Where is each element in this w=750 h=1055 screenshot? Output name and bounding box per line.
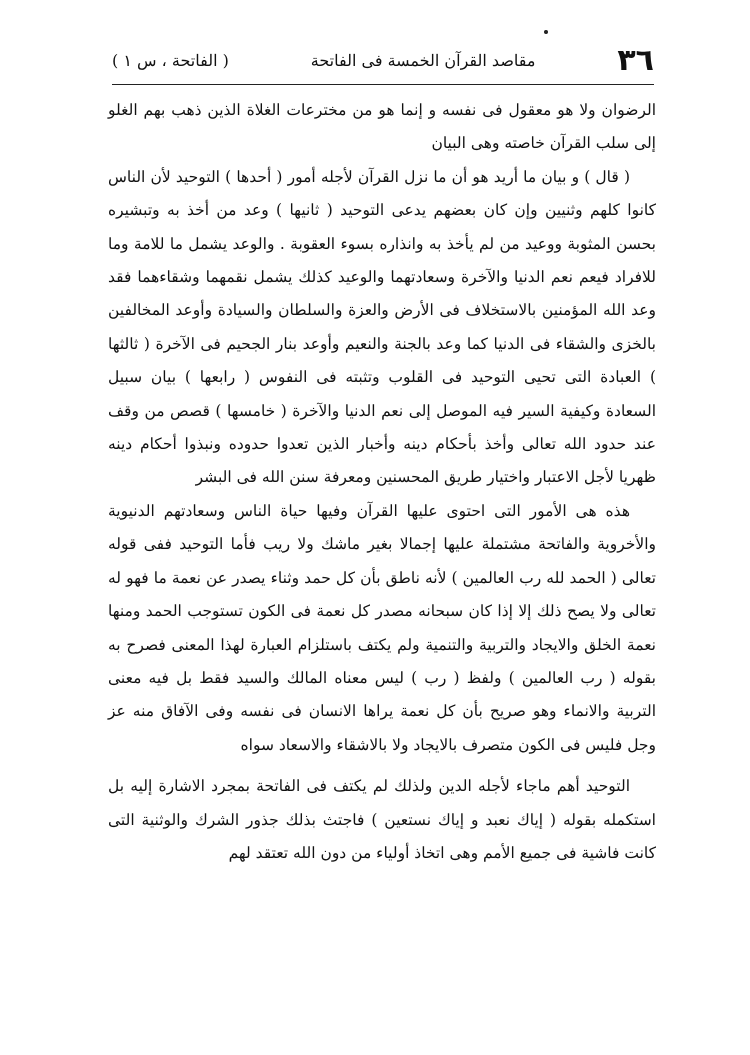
header-rule [112, 84, 654, 85]
page-number: ٣٦ [617, 42, 654, 78]
paragraph-continuation: الرضوان ولا هو معقول فى نفسه و إنما هو من مخترعات الغلاة الذين ذهب بهم الغلو إلى سلب القرآن خاصته وهى البيان [108, 101, 656, 153]
running-title: مقاصد القرآن الخمسة فى الفاتحة [310, 50, 536, 70]
ink-speck [544, 30, 548, 34]
page-body [108, 94, 656, 870]
paragraph-tawhid: التوحيد أهم ماجاء لأجله الدين ولذلك لم يكتف فى الفاتحة بمجرد الاشارة إليه بل استكمله بقوله ( إياك نعبد و إياك نستعين ) فاجتث بذلك جذور الشرك والوثنية التى كانت فاشية فى جميع الأمم وهى اتخاذ أولياء من دون الله تعتقد لهم [108, 777, 656, 862]
page-header [112, 40, 654, 80]
paragraph-purposes: ( قال ) و بيان ما أريد هو أن ما نزل القرآن لأجله أمور ( أحدها ) التوحيد لأن الناس كانوا كلهم وثنيين وإن كان بعضهم يدعى التوحيد ( ثانيها ) وعد من أخذ به وتبشيره بحسن المثوبة ووعيد من لم يأخذ به وانذاره بسوء العقوبة . والوعد يشمل ما للامة وما للافراد فيعم نعم الدنيا والآخرة وسعادتهما والوعيد كذلك يشمل نقمهما وشقاءهما فقد وعد الله المؤمنين بالاستخلاف فى الأرض والعزة والسلطان والسيادة وأوعد المخالفين بالخزى والشقاء فى الدنيا كما وعد بالجنة والنعيم وأوعد بنار الجحيم فى الآخرة ( ثالثها ) العبادة التى تحيى التوحيد فى القلوب وتثبته فى النفوس ( رابعها ) بيان سبيل السعادة وكيفية السير فيه الموصل إلى نعم الدنيا والآخرة ( خامسها ) قصص من وقف عند حدود الله تعالى وأخذ بأحكام دينه وأخبار الذين تعدوا حدوده ونبذوا أحكام دينه ظهريا لأجل الاعتبار واختيار طريق المحسنين ومعرفة سنن الله فى البشر [108, 167, 656, 487]
paragraph-fatiha-contents: هذه هى الأمور التى احتوى عليها القرآن وفيها حياة الناس وسعادتهم الدنيوية والأخروية والفاتحة مشتملة عليها إجمالا بغير ماشك ولا ريب فأما التوحيد ففى قوله تعالى ( الحمد لله رب العالمين ) لأنه ناطق بأن كل حمد وثناء يصدر عن نعمة ما فهو له تعالى ولا يصح ذلك إلا إذا كان سبحانه مصدر كل نعمة فى الكون تستوجب الحمد ومنها نعمة الخلق والايجاد والتربية والتنمية ولم يكتف باستلزام العبارة لهذا المعنى فصرح به بقوله ( رب العالمين ) ولفظ ( رب ) ليس معناه المالك والسيد فقط بل فيه معنى التربية والانماء وهو صريح بأن كل نعمة يراها الانسان فى نفسه وفى الآفاق منه عز وجل فليس فى الكون متصرف بالايجاد ولا بالاشقاء والاسعاد سواه [108, 501, 656, 754]
chapter-reference: ( الفاتحة ، س ١ ) [112, 50, 229, 70]
